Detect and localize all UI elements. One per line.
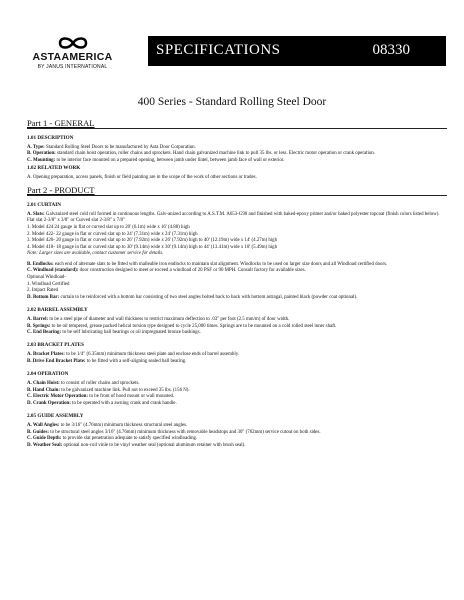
paragraph-drive-end: B. Drive End Bracket Plate: to be fitted with a self-aligning sealed ball bearing. bbox=[27, 359, 187, 364]
paragraph-guides: B. Guides: to be structural steel angles 3/16" (4.76mm) minimum thickness with removable headstops and 30" (762mm) service cutout on both sides. bbox=[27, 429, 321, 435]
document-body bbox=[27, 114, 447, 450]
section-1-02-heading: 1.02 RELATED WORK bbox=[27, 165, 81, 172]
list-item: 2. Model 422- 22 gauge in flat or curved slat up to 24' (7.31m) wide x 24' (7.31m) high bbox=[27, 231, 198, 237]
list-item: 4. Model 418- 18 gauge in flat or curved slat up to 30' (9.14m) wide x 30' (9.14m) high to 44' (13.41m) wide x 18' (5.49m) high bbox=[27, 244, 278, 250]
list-item: 2. Impact Rated bbox=[27, 288, 59, 294]
paragraph-springs: B. Springs: to be oil tempered, grease packed helical torsion type designed to cycle 25,000 times. Springs are to be mounted on a cold rolled steel inner shaft. bbox=[27, 323, 337, 329]
paragraph-guide-depth: C. Guide Depth: to provide slat penetration adequate to satisfy specified windloading. bbox=[27, 436, 198, 442]
models-note: Note: Larger sizes are available, contact customer service for details. bbox=[27, 251, 164, 257]
paragraph-barrel: A. Barrel: to be a steel pipe of diameter and wall thickness to restrict maximum deflection to .03" per foot (2.5 mm/m) of door width. bbox=[27, 317, 290, 323]
paragraph-chain-hoist: A. Chain Hoist: to consist of roller chains and sprockets. bbox=[27, 381, 140, 387]
infinity-logo-icon bbox=[58, 36, 88, 50]
optional-windload: Optional Windload- bbox=[27, 275, 66, 281]
paragraph-type: A. Type: Standard Rolling Steel Doors to be manufactured by Asta Door Corporation. bbox=[27, 144, 196, 150]
list-item: 1. Model 424 24 gauge in flat or curved slat up to 20' (6.1m) wide x 16' (4.88) high bbox=[27, 224, 190, 230]
paragraph-windload: C. Windload (standard): door construction designed to meet or exceed a windload of 20 PSF or 90 MPH. Consult factory for available sizes. bbox=[27, 268, 306, 274]
paragraph-slats: A. Slats: Galvanized steel cold roll formed in continuous lengths. Galv-anized according to A.S.T.M. A653-G90 and finished with baked-epoxy primer and/or baked polyester topcoat (finish colors listed below). Flat slat 2-3/8" x 3/8" or Curved slat 2-3/8" x 7/8" bbox=[27, 212, 440, 224]
paragraph-crank: D. Crank Operation: to be operated with a awning crank and crank handle. bbox=[27, 400, 177, 406]
brand-subtitle: BY JANUS INTERNATIONAL bbox=[37, 64, 108, 70]
section-2-05-heading: 2.05 GUIDE ASSEMBLY bbox=[27, 413, 84, 420]
banner-title: SPECIFICATIONS bbox=[156, 42, 281, 58]
paragraph-operation: B. Operation: standard chain hoist operation, roller chains and sprockets. Hand chain galvanized machine link to pull 35 lbs. or less. Electric motor operation or crank operation. bbox=[27, 151, 375, 157]
paragraph-bottom-bar: D. Bottom Bar: curtain to be reinforced with a bottom bar consisting of two steel angles bolted back to back with bottom astragal, painted black (powder coat optional). bbox=[27, 294, 358, 300]
section-2-01-heading: 2.01 CURTAIN bbox=[27, 202, 62, 209]
paragraph-mounting: C. Mounting: to be interior face mounted on a prepared opening, between jamb under lintel, between jamb face of wall or exterior. bbox=[27, 158, 285, 164]
company-logo bbox=[20, 36, 125, 70]
section-number: 08330 bbox=[372, 42, 410, 58]
paragraph-electric-motor: C. Electric Motor Operation: to be front of hood mount or wall mounted. bbox=[27, 394, 175, 400]
list-item: 1. Windload Certified bbox=[27, 281, 70, 287]
paragraph-end-bearing: C. End Bearing: to be self lubricating ball bearings or oil impregnated bronze bushings. bbox=[27, 330, 201, 336]
paragraph-weather-seal: D. Weather Seal: optional non-coil vinle to be vinyl weather seal (optional aluminum retainer with brush seal). bbox=[27, 442, 246, 448]
document-title: 400 Series - Standard Rolling Steel Door bbox=[137, 96, 327, 108]
paragraph-related-work: A. Opening preparation, access panels, finish or field painting are in the scope of the work of other sections or trades. bbox=[27, 175, 257, 181]
divider bbox=[27, 195, 447, 196]
paragraph-wall-angles: A. Wall Angles: to be 3/16" (4.76mm) minimum thickness structural steel angles. bbox=[27, 423, 188, 429]
section-2-02-heading: 2.02 BARREL ASSEMBLY bbox=[27, 306, 88, 313]
divider bbox=[27, 128, 447, 129]
paragraph-endlocks: B. Endlocks: each end of alternate slats to be fitted with malleable iron endlocks to maintain slat alignment. Windlocks to be used on larger size doors and all Windload certified doors. bbox=[27, 261, 388, 267]
paragraph-hand-chain: B. Hand Chain: to be galvanized machine link. Pull not to exceed 35 lbs. (156 N). bbox=[27, 387, 190, 393]
list-item: 3. Model 420- 20 gauge in flat or curved slat up to 26' (7.92m) wide x 26' (7.92m) high to 40' (12.19m) wide x 14' (4.27m) high bbox=[27, 238, 278, 244]
section-1-01-heading: 1.01 DESCRIPTION bbox=[27, 134, 74, 141]
specifications-banner bbox=[148, 36, 446, 66]
part1-heading: Part 1 - GENERAL bbox=[27, 118, 95, 128]
paragraph-bracket-plates: A. Bracket Plates: to be 1/4" (6.35mm) minimum thickness steel plate and enclose ends of barrel assembly. bbox=[27, 352, 240, 358]
section-2-03-heading: 2.03 BRACKET PLATES bbox=[27, 342, 85, 349]
brand-name: ASTAAMERICA bbox=[32, 51, 113, 63]
section-2-04-heading: 2.04 OPERATION bbox=[27, 371, 69, 378]
part2-heading: Part 2 - PRODUCT bbox=[27, 185, 95, 196]
